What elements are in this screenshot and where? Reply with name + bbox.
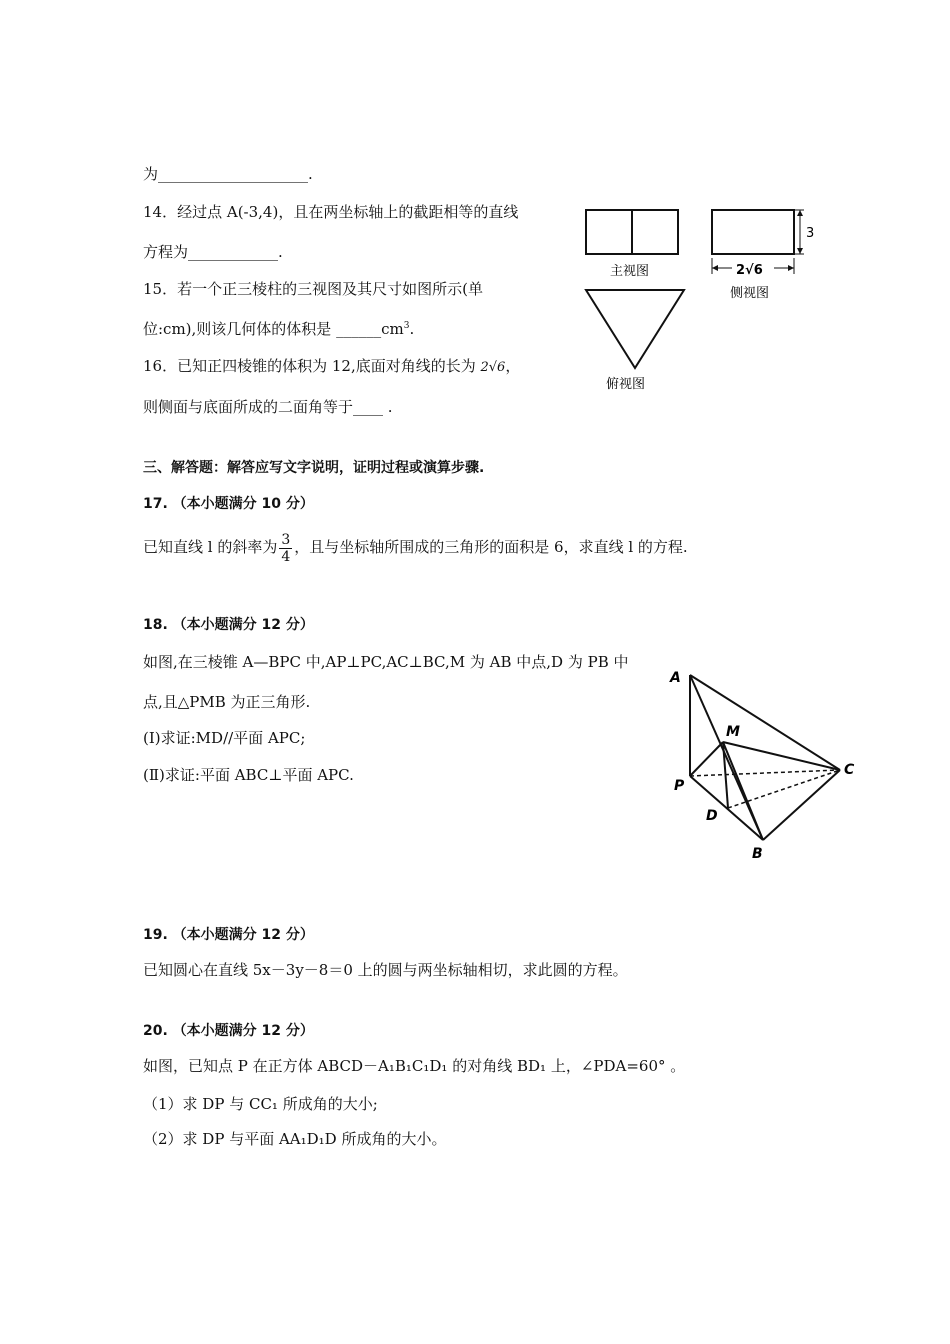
q13-tail: 为____________________. [143,165,313,183]
q18-title: 18. （本小题满分 12 分） [143,617,314,633]
q15-unit-sup: 3 [403,321,410,331]
vertex-m-label: M [726,724,740,740]
front-view-label: 主视图 [610,264,650,279]
q18-line1: 如图,在三棱锥 A—BPC 中,AP⊥PC,AC⊥BC,M 为 AB 中点,D 为 PB 中 [143,653,629,671]
q17-text-pre: 已知直线 l 的斜率为 [143,538,278,556]
q16-comma: ， [505,357,521,375]
width-label: 2√6 [736,263,763,278]
q20-text: 如图，已知点 P 在正方体 ABCD－A₁B₁C₁D₁ 的对角线 BD₁ 上，∠PDA=60° 。 [143,1057,686,1075]
q15-end: . [409,320,415,338]
q18-line2: 点,且△PMB 为正三角形. [143,693,311,711]
front-view [586,210,678,254]
q16-line1 [143,355,520,376]
vertex-b-label: B [752,846,763,862]
q17-fraction [279,532,292,565]
q18-part1: (Ⅰ)求证:MD//平面 APC; [143,729,306,747]
vertex-a-label: A [670,670,681,686]
q15-text: 位:cm),则该几何体的体积是 ______cm [143,320,404,338]
section3-heading: 三、解答题：解答应写文字说明，证明过程或演算步骤. [143,460,485,476]
q16-text: 16．已知正四棱锥的体积为 12,底面对角线的长为 [143,357,481,375]
q15-line2 [143,318,414,339]
q17-title: 17. （本小题满分 10 分） [143,496,314,512]
q20-part2: （2）求 DP 与平面 AA₁D₁D 所成角的大小。 [143,1130,447,1148]
top-view-label: 俯视图 [606,377,646,392]
hidden-edges [690,770,840,808]
q16-line2: 则侧面与底面所成的二面角等于____ . [143,398,393,416]
height-label: 3 [806,226,815,241]
q17-text-post: ，且与坐标轴所围成的三角形的面积是 6，求直线 l 的方程. [294,538,688,556]
q20-part1: （1）求 DP 与 CC₁ 所成角的大小; [143,1095,378,1113]
top-view [586,290,684,368]
q17-text [143,530,688,565]
vertex-d-label: D [706,808,718,824]
q16-radical: 2√6 [480,360,506,375]
side-view-label: 侧视图 [730,286,770,301]
three-views-figure [580,200,840,400]
q14-line1: 14．经过点 A(-3,4)，且在两坐标轴上的截距相等的直线 [143,203,519,221]
q17-denominator: 4 [281,548,291,565]
pyramid-figure [660,660,870,870]
vertex-p-label: P [674,778,685,794]
q14-line2: 方程为____________. [143,243,283,261]
q17-numerator: 3 [281,531,291,548]
q19-text: 已知圆心在直线 5x－3y－8＝0 上的圆与两坐标轴相切，求此圆的方程。 [143,961,628,979]
vertex-c-label: C [844,762,855,778]
q19-title: 19. （本小题满分 12 分） [143,927,314,943]
q18-part2: (Ⅱ)求证:平面 ABC⊥平面 APC. [143,766,354,784]
q15-line1: 15．若一个正三棱柱的三视图及其尺寸如图所示(单 [143,280,483,298]
q20-title: 20. （本小题满分 12 分） [143,1023,314,1039]
